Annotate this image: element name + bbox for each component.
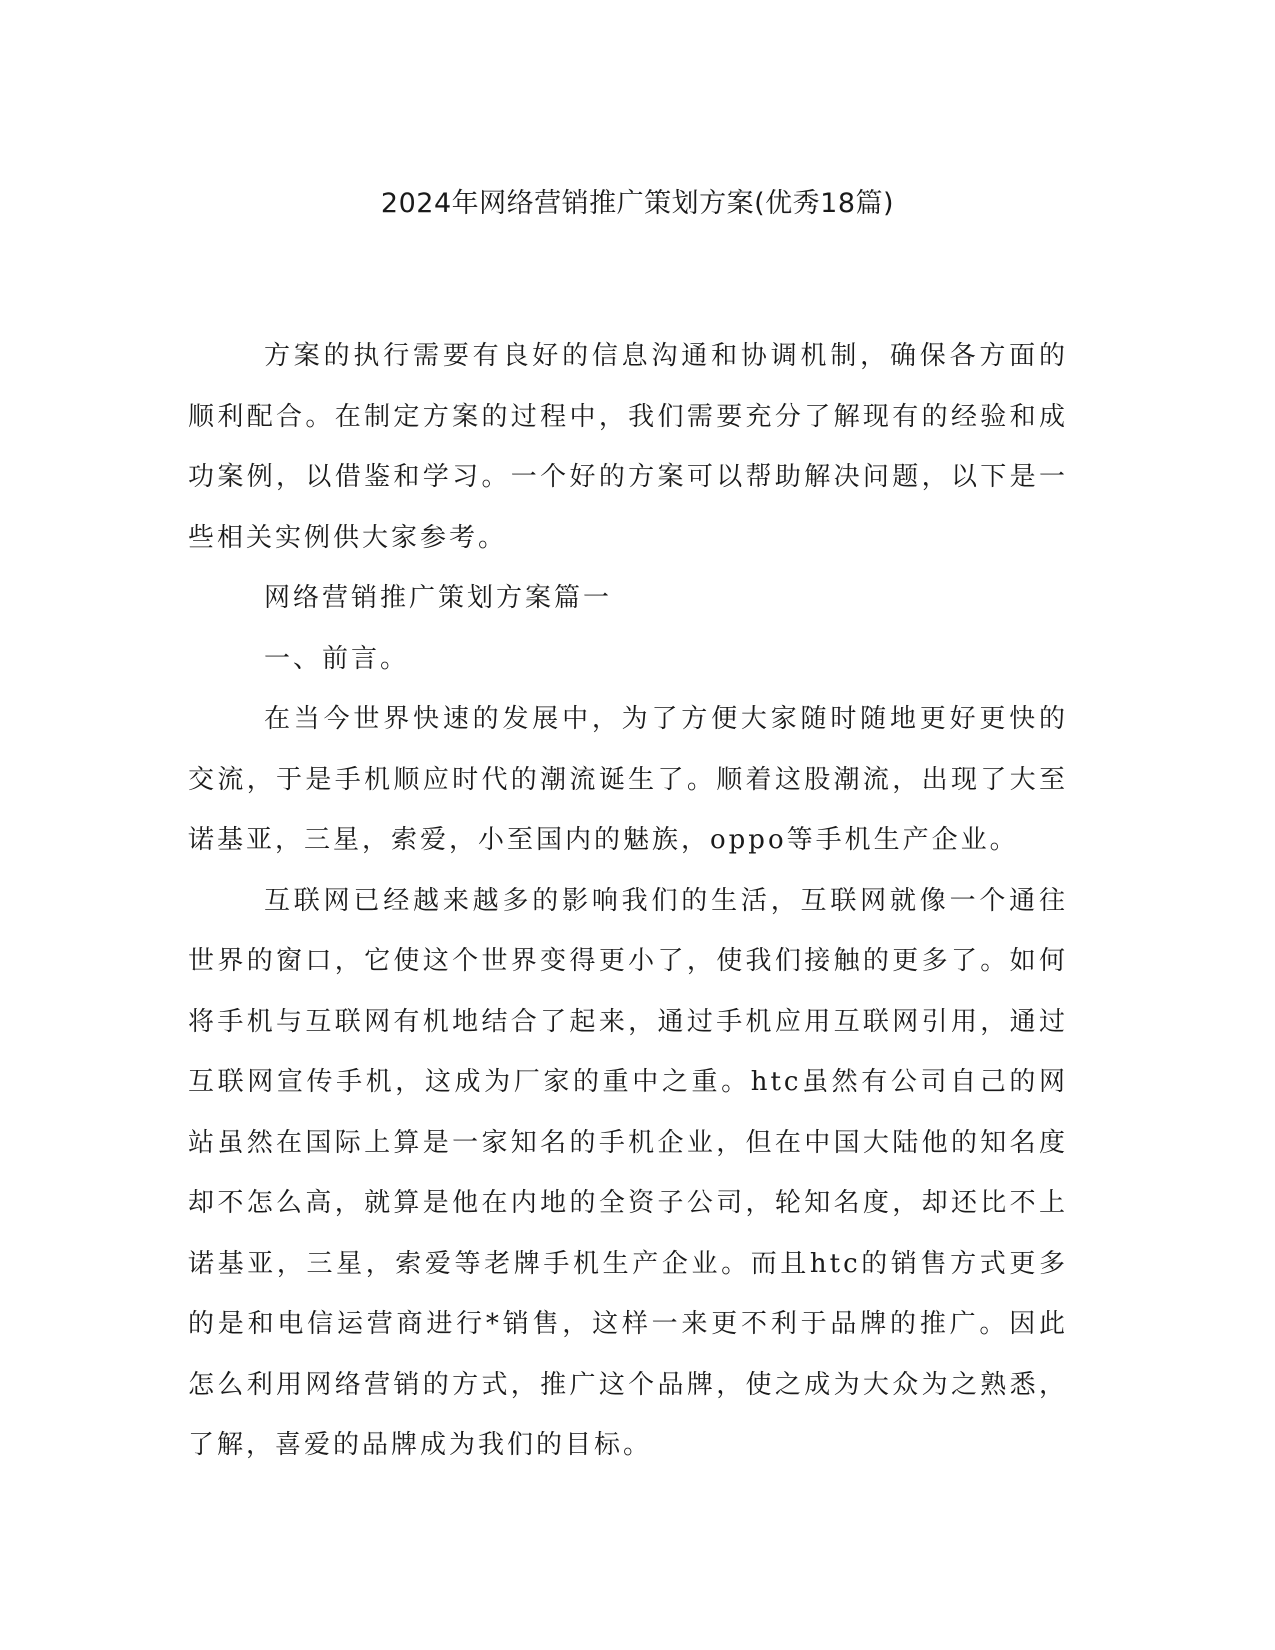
intro-paragraph: 方案的执行需要有良好的信息沟通和协调机制，确保各方面的顺利配合。在制定方案的过程中，我们需要充分了解现有的经验和成功案例，以借鉴和学习。一个好的方案可以帮助解决问题，以下是一些相关实例供大家参考。 [188, 341, 1068, 553]
section-heading: 网络营销推广策划方案篇一 [264, 583, 613, 613]
document-body [188, 326, 1068, 1476]
document-title: 2024年网络营销推广策划方案(优秀18篇) [380, 188, 895, 219]
body-paragraph: 在当今世界快速的发展中，为了方便大家随时随地更好更快的交流，于是手机顺应时代的潮流诞生了。顺着这股潮流，出现了大至诺基亚，三星，索爱，小至国内的魅族，oppo等手机生产企业。 [188, 704, 1068, 855]
subsection-heading: 一、前言。 [264, 643, 410, 674]
body-paragraph: 互联网已经越来越多的影响我们的生活，互联网就像一个通往世界的窗口，它使这个世界变得更小了，使我们接触的更多了。如何将手机与互联网有机地结合了起来，通过手机应用互联网引用，通过互联网宣传手机，这成为厂家的重中之重。htc虽然有公司自己的网站虽然在国际上算是一家知名的手机企业，但在中国大陆他的知名度却不怎么高，就算是他在内地的全资子公司，轮知名度，却还比不上诺基亚，三星，索爱等老牌手机生产企业。而且htc的销售方式更多的是和电信运营商进行*销售，这样一来更不利于品牌的推广。因此怎么利用网络营销的方式，推广这个品牌，使之成为大众为之熟悉，了解，喜爱的品牌成为我们的目标。 [188, 885, 1068, 1460]
